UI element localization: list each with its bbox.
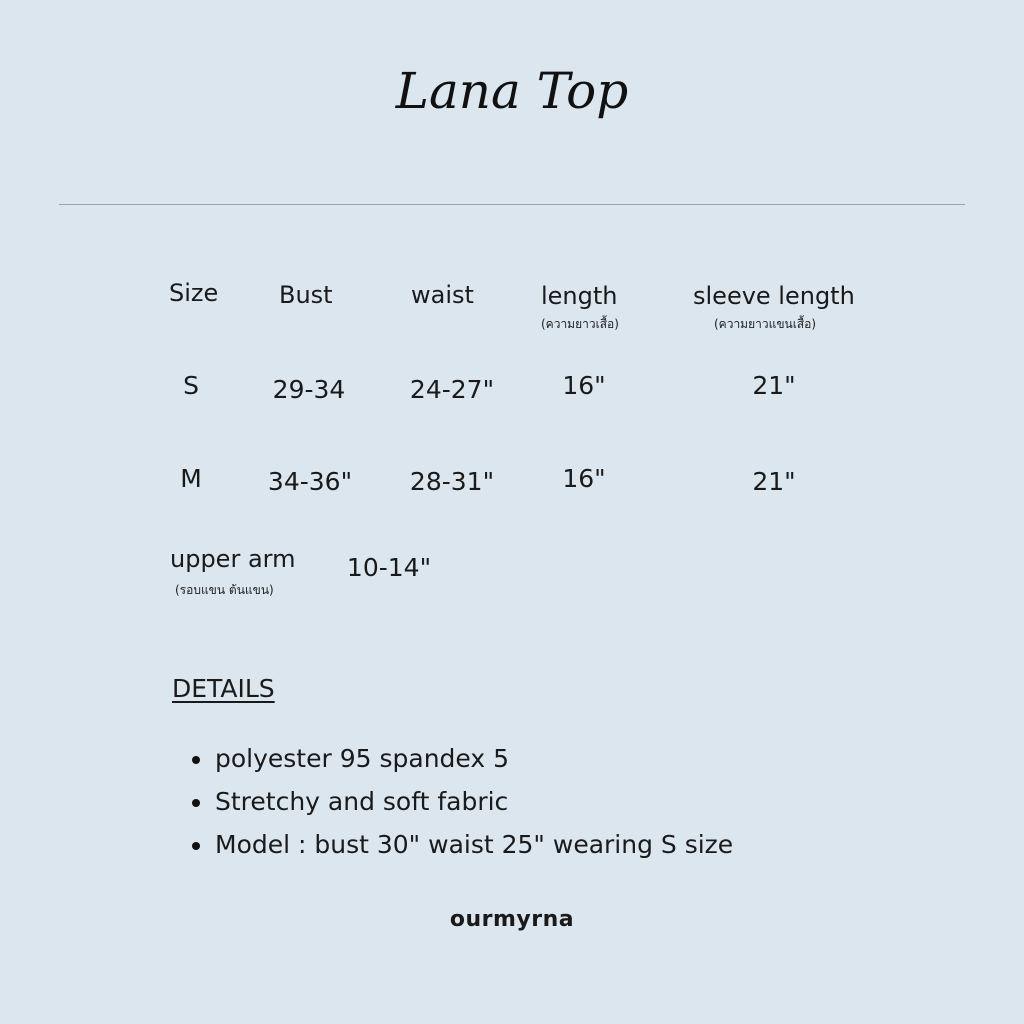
list-item: Stretchy and soft fabric [190, 784, 733, 827]
upper-arm-value: 10-14" [346, 553, 432, 582]
brand-name: ourmyrna [449, 907, 575, 932]
divider [59, 204, 965, 205]
upper-arm-sub: (รอบแขน ต้นแขน) [175, 583, 274, 597]
list-item: polyester 95 spandex 5 [190, 741, 733, 784]
list-item: Model : bust 30" waist 25" wearing S size [190, 827, 733, 870]
cell-waist: 24-27" [409, 375, 495, 404]
header-length-sub: (ความยาวเสื้อ) [541, 317, 619, 331]
cell-waist: 28-31" [409, 467, 495, 496]
header-waist: waist [411, 281, 474, 309]
upper-arm-label: upper arm [170, 545, 296, 573]
cell-length: 16" [562, 371, 606, 400]
cell-size: S [183, 371, 199, 400]
cell-length: 16" [562, 464, 606, 493]
header-sleeve-length-sub: (ความยาวแขนเสื้อ) [714, 317, 817, 331]
header-sleeve-length: sleeve length [693, 282, 855, 310]
cell-bust: 29-34 [272, 375, 346, 404]
header-bust: Bust [279, 281, 333, 309]
cell-sleeve-length: 21" [752, 467, 796, 496]
details-list [190, 741, 733, 870]
cell-bust: 34-36" [267, 467, 353, 496]
page-title: Lana Top [395, 62, 629, 120]
cell-sleeve-length: 21" [752, 371, 796, 400]
details-heading: DETAILS [172, 674, 275, 703]
header-size: Size [169, 279, 219, 307]
cell-size: M [180, 464, 202, 493]
header-length: length [541, 282, 618, 310]
